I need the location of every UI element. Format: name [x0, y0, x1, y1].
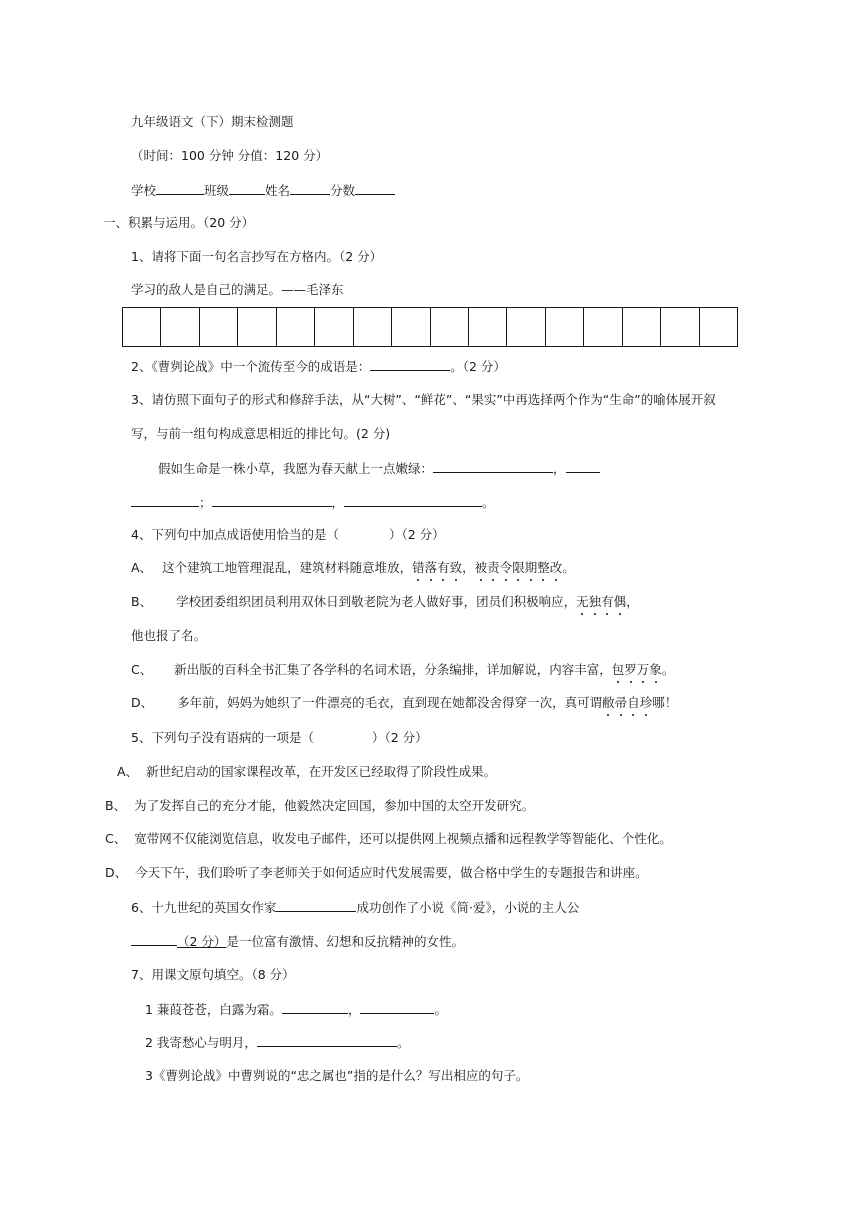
q3-blank-4[interactable]: [212, 493, 332, 507]
option-text: 新出版的百科全书汇集了各学科的名词术语，分条编排，详加解说，内容丰富，: [174, 662, 612, 677]
q2-text: 2、《曹刿论战》中一个流传至今的成语是：: [131, 359, 371, 374]
class-blank[interactable]: [229, 181, 265, 195]
dotted-phrase: [576, 594, 626, 609]
option-label: D、: [105, 865, 128, 880]
q5-stem-text: 5、下列句子没有语病的一项是（: [131, 730, 314, 745]
q3-blank-2[interactable]: [566, 459, 600, 473]
dotted-phrase: [612, 662, 662, 677]
grid-cell[interactable]: [661, 308, 699, 346]
option-text: 多年前，妈妈为她织了一件漂亮的毛衣，直到现在她都没舍得穿一次，真可谓: [177, 695, 603, 710]
writing-grid[interactable]: [122, 307, 738, 347]
q6-line2: [131, 932, 464, 951]
q5-option-c: [105, 830, 672, 848]
dotted-char: 限: [512, 560, 525, 575]
score-label: 分数: [330, 183, 356, 198]
grid-cell[interactable]: [277, 308, 315, 346]
grid-cell[interactable]: [354, 308, 392, 346]
dotted-char: 无: [576, 594, 589, 609]
option-label: A、: [117, 764, 139, 779]
q4-option-a: [131, 559, 575, 577]
dotted-char: 包: [611, 662, 625, 677]
q2-score: 。（2 分）: [450, 359, 506, 374]
q7-blank-3[interactable]: [257, 1033, 397, 1047]
q6-text-3: 是一位富有激情、幻想和反抗精神的女性。: [226, 934, 464, 949]
grid-cell[interactable]: [507, 308, 545, 346]
dotted-char: 有: [601, 594, 614, 609]
option-text: 这个建筑工地管理混乱，建筑材料随意堆放，: [162, 560, 413, 575]
option-label: C、: [105, 831, 127, 846]
q5-stem: [131, 729, 428, 747]
option-text: 今天下午，我们聆听了李老师关于如何适应时代发展需要，做合格中学生的专题报告和讲座。: [135, 865, 648, 880]
option-comma: ，: [626, 594, 639, 609]
q6-score: （2 分）: [177, 934, 227, 949]
grid-cell[interactable]: [546, 308, 584, 346]
q5-option-b: [105, 797, 534, 815]
grid-cell[interactable]: [123, 308, 161, 346]
dotted-phrase: [602, 695, 652, 710]
dotted-phrase-2: [475, 560, 563, 575]
option-text: 宽带网不仅能浏览信息，收发电子邮件，还可以提供网上视频点播和远程教学等智能化、个性化。: [134, 831, 672, 846]
q3-line2: 写，与前一组句构成意思相近的排比句。(2 分): [131, 426, 391, 441]
class-label: 班级: [204, 183, 230, 198]
q5-option-d: [105, 864, 648, 882]
q5-score: ）（2 分）: [371, 730, 428, 745]
q7-comma: ，: [347, 1002, 361, 1017]
grid-cell[interactable]: [584, 308, 622, 346]
dotted-char: 期: [524, 560, 538, 575]
option-comma: ，: [462, 560, 475, 575]
option-end: 哪！: [652, 695, 678, 710]
dotted-char: 象: [649, 662, 662, 677]
q1-text: 1、请将下面一句名言抄写在方格内。（2 分）: [131, 249, 383, 264]
q7-period: 。: [434, 1002, 447, 1017]
q7-blank-2[interactable]: [360, 1000, 434, 1014]
grid-cell[interactable]: [700, 308, 737, 346]
q4-option-b-cont: 他也报了名。: [131, 628, 207, 643]
name-blank[interactable]: [290, 181, 330, 195]
exam-meta: （时间：100 分钟 分值：120 分）: [131, 148, 329, 163]
q6-blank-1[interactable]: [276, 898, 356, 912]
q4-option-b: [131, 593, 639, 611]
option-label: A、: [131, 560, 153, 575]
q7-stem: 7、用课文原句填空。（8 分）: [131, 967, 295, 982]
dotted-char: 改: [549, 560, 563, 575]
dotted-char: 帚: [614, 695, 628, 710]
dotted-phrase-1: [412, 560, 462, 575]
q3-blank-3[interactable]: [131, 493, 199, 507]
q7-item-1-text: 1 蒹葭苍苍，白露为霜。: [145, 1002, 282, 1017]
option-text: 学校团委组织团员利用双休日到敬老院为老人做好事，团员们积极响应，: [176, 594, 577, 609]
q3-continuation: [131, 493, 495, 512]
grid-cell[interactable]: [623, 308, 661, 346]
dotted-char: 敝: [602, 695, 615, 710]
q2-blank[interactable]: [370, 357, 450, 371]
q3-blank-1[interactable]: [433, 459, 553, 473]
q3-example-text: 假如生命是一株小草，我愿为春天献上一点嫩绿：: [158, 461, 434, 476]
dotted-char: 万: [636, 662, 650, 677]
q5-option-a: [117, 763, 496, 781]
dotted-char: 整: [537, 560, 550, 575]
q6-blank-2[interactable]: [131, 932, 177, 946]
q7-period-2: 。: [396, 1035, 410, 1050]
grid-cell[interactable]: [392, 308, 430, 346]
score-blank[interactable]: [355, 181, 395, 195]
q4-score: ）（2 分）: [388, 527, 445, 542]
q2-line: [131, 357, 506, 376]
dotted-char: 有: [437, 560, 450, 575]
dotted-char: 责: [487, 560, 500, 575]
dotted-char: 落: [424, 560, 438, 575]
q7-item-1: [145, 1000, 447, 1019]
dotted-char: 致: [449, 560, 463, 575]
grid-cell[interactable]: [315, 308, 353, 346]
grid-cell[interactable]: [200, 308, 238, 346]
name-label: 姓名: [265, 183, 291, 198]
option-period: 。: [562, 560, 575, 575]
dotted-char: 被: [474, 560, 488, 575]
q3-period: 。: [482, 495, 495, 510]
q4-stem-text: 4、下列句中加点成语使用恰当的是（: [131, 527, 339, 542]
option-text: 新世纪启动的国家课程改革，在开发区已经取得了阶段性成果。: [146, 764, 497, 779]
q4-option-c: [131, 661, 674, 679]
option-label: C、: [131, 662, 153, 677]
q3-comma-2: ，: [331, 495, 345, 510]
q3-semicolon: ；: [199, 495, 212, 510]
option-label: B、: [105, 798, 127, 813]
q1-quote: 学习的敌人是自己的满足。——毛泽东: [131, 282, 344, 297]
q7-item-2-text: 2 我寄愁心与明月，: [145, 1035, 257, 1050]
q3-line1: 3、请仿照下面句子的形式和修辞手法，从“大树”、“鲜花”、“果实”中再选择两个作为“生命”的喻体展开叙: [131, 392, 716, 407]
grid-cell[interactable]: [431, 308, 469, 346]
q3-example: [158, 459, 600, 478]
q3-comma: ，: [553, 461, 566, 476]
option-label: D、: [131, 695, 154, 710]
school-blank[interactable]: [156, 181, 204, 195]
q7-item-2: [145, 1033, 409, 1052]
q4-stem: [131, 526, 445, 544]
dotted-char: 偶: [613, 594, 627, 609]
info-line: [131, 181, 395, 200]
grid-cell[interactable]: [161, 308, 199, 346]
q6-line1: [131, 898, 579, 917]
dotted-char: 自: [627, 695, 640, 710]
option-text: 为了发挥自己的充分才能，他毅然决定回国，参加中国的太空开发研究。: [134, 798, 535, 813]
grid-cell[interactable]: [469, 308, 507, 346]
q6-text: 6、十九世纪的英国女作家: [131, 900, 277, 915]
option-period: 。: [661, 662, 675, 677]
q3-blank-5[interactable]: [344, 493, 482, 507]
dotted-char: 珍: [639, 695, 653, 710]
exam-title: 九年级语文（下）期末检测题: [131, 114, 294, 129]
section-title: 一、积累与运用。（20 分）: [103, 215, 255, 230]
q4-option-d: [131, 694, 677, 712]
q6-text-2: 成功创作了小说《简·爱》，小说的主人公: [356, 900, 580, 915]
dotted-char: 独: [588, 594, 602, 609]
grid-cell[interactable]: [238, 308, 276, 346]
dotted-char: 罗: [624, 662, 637, 677]
school-label: 学校: [131, 183, 157, 198]
dotted-char: 错: [412, 560, 425, 575]
option-label: B、: [131, 594, 153, 609]
q7-blank-1[interactable]: [282, 1000, 348, 1014]
q7-item-3: 3《曹刿论战》中曹刿说的“忠之属也”指的是什么？写出相应的句子。: [145, 1068, 529, 1083]
dotted-char: 令: [499, 560, 513, 575]
